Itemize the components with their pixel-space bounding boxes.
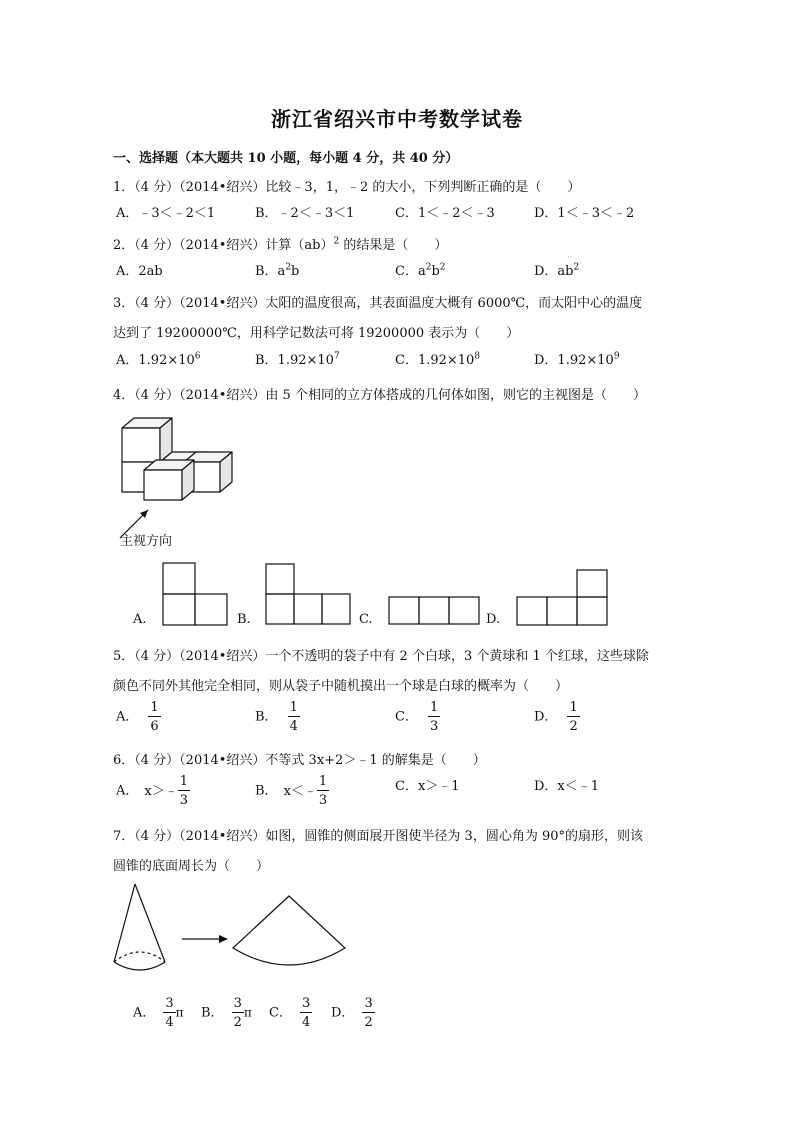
view-direction-label: 主视方向	[120, 534, 173, 549]
q7-option-d[interactable]: D． $\frac{3}{2}$	[331, 996, 373, 1030]
q4-option-a-figure[interactable]	[162, 561, 232, 625]
q6-option-a[interactable]: A． x＞﹣ $\frac{1}{3}$	[116, 774, 189, 808]
q2-option-a[interactable]: A．2ab	[116, 264, 163, 279]
question-5-line1: 5．（4 分）（2014•绍兴）一个不透明的袋子中有 2 个白球，3 个黄球和 1 个红球，这些球除	[113, 649, 649, 664]
question-2-stem: 2．（4 分）（2014•绍兴）计算（ab）$^2$ 的结果是（ ）	[113, 236, 448, 253]
q2-option-d[interactable]: D．$ab^2$	[534, 262, 580, 279]
section-heading: 一、选择题（本大题共 10 小题，每小题 4 分，共 40 分）	[113, 151, 459, 166]
question-4-stem: 4．（4 分）（2014•绍兴）由 5 个相同的立方体搭成的几何体如图，则它的主视图是（ ）	[113, 388, 646, 403]
question-7-line1: 7．（4 分）（2014•绍兴）如图，圆锥的侧面展开图使半径为 3，圆心角为 90°的扇形，则该	[113, 829, 644, 844]
question-1-stem: 1．（4 分）（2014•绍兴）比较﹣3，1，﹣2 的大小，下列判断正确的是（ ）	[113, 180, 581, 195]
q1-option-d[interactable]: D．1＜﹣3＜﹣2	[534, 206, 635, 221]
q2-option-c[interactable]: C．$a^2b^2$	[395, 262, 446, 279]
question-6-stem: 6．（4 分）（2014•绍兴）不等式 3x+2＞﹣1 的解集是（ ）	[113, 753, 486, 768]
q4-option-d-label[interactable]: D.	[486, 612, 501, 627]
cube-stack-figure	[100, 410, 250, 540]
q7-option-a[interactable]: A． $\frac{3}{4}$ π	[133, 996, 184, 1030]
q6-option-b[interactable]: B． x＜﹣ $\frac{1}{3}$	[255, 774, 328, 808]
q6-option-c[interactable]: C．x＞﹣1	[395, 779, 460, 794]
q1-option-a[interactable]: A．﹣3＜﹣2＜1	[116, 206, 216, 221]
question-3-line2: 达到了 19200000℃，用科学记数法可将 19200000 表示为（ ）	[113, 326, 520, 341]
q5-option-b[interactable]: B． $\frac{1}{4}$	[255, 700, 298, 734]
q4-option-c-figure[interactable]	[388, 596, 480, 626]
q5-option-d[interactable]: D． $\frac{1}{2}$	[534, 700, 578, 734]
q7-option-b[interactable]: B． $\frac{3}{2}$ π	[201, 996, 252, 1030]
q4-option-a-label[interactable]: A.	[133, 612, 147, 627]
q4-option-b-figure[interactable]	[265, 563, 355, 625]
cone-net-figure	[108, 882, 358, 982]
question-7-line2: 圆锥的底面周长为（ ）	[113, 859, 270, 874]
q5-option-c[interactable]: C． $\frac{1}{3}$	[395, 700, 439, 734]
q3-option-b[interactable]: B．$1.92\times 10^7$	[255, 351, 340, 368]
q1-option-b[interactable]: B．﹣2＜﹣3＜1	[255, 206, 355, 221]
q5-option-a[interactable]: A． $\frac{1}{6}$	[116, 700, 159, 734]
q3-option-d[interactable]: D．$1.92\times 10^9$	[534, 351, 620, 368]
q1-option-c[interactable]: C．1＜﹣2＜﹣3	[395, 206, 495, 221]
q2-option-b[interactable]: B．$a^2b$	[255, 262, 300, 279]
q6-option-d[interactable]: D．x＜﹣1	[534, 779, 600, 794]
q3-option-a[interactable]: A．$1.92\times 10^6$	[116, 351, 201, 368]
q4-option-c-label[interactable]: C.	[359, 612, 373, 627]
question-3-line1: 3．（4 分）（2014•绍兴）太阳的温度很高，其表面温度大概有 6000℃，而太阳中心的温度	[113, 296, 643, 311]
page-title: 浙江省绍兴市中考数学试卷	[271, 107, 523, 131]
question-5-line2: 颜色不同外其他完全相同，则从袋子中随机摸出一个球是白球的概率为（ ）	[113, 679, 569, 694]
q3-option-c[interactable]: C．$1.92\times 10^8$	[395, 351, 481, 368]
q4-option-b-label[interactable]: B.	[237, 612, 251, 627]
q7-option-c[interactable]: C． $\frac{3}{4}$	[269, 996, 311, 1030]
q4-option-d-figure[interactable]	[516, 569, 610, 627]
